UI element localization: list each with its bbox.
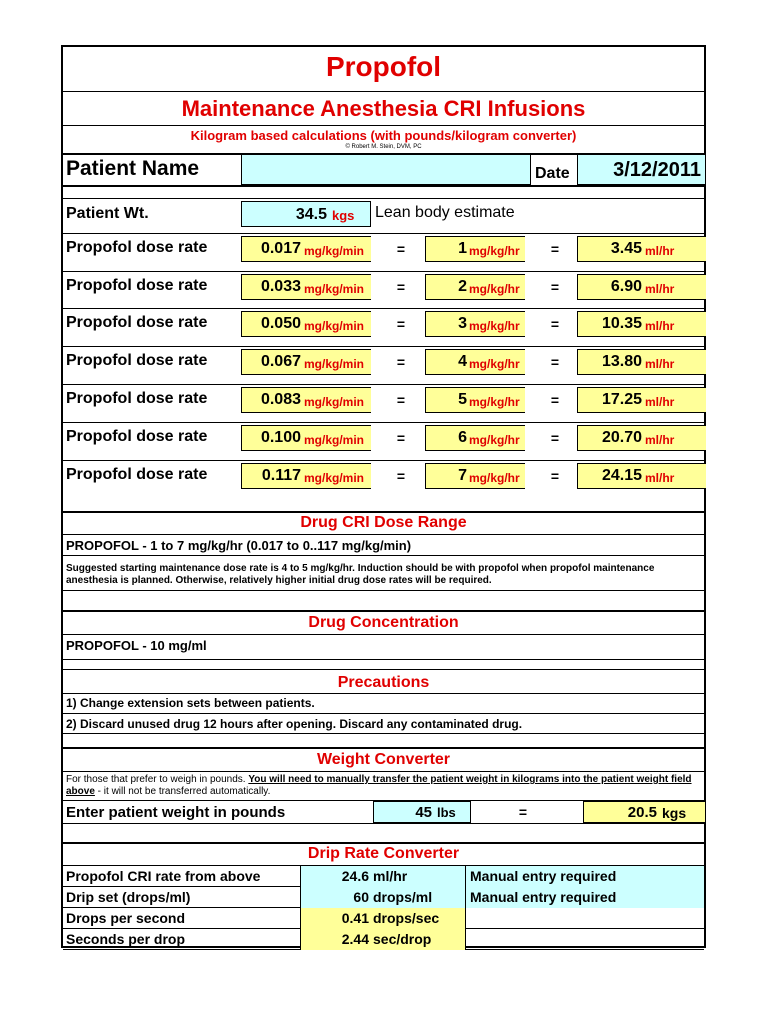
- precaution-item-1: 1) Change extension sets between patients.: [66, 696, 315, 710]
- dose-mgkgmin-field: [241, 311, 371, 337]
- drip-row-note-cell: [466, 887, 704, 908]
- drip-row-note: Manual entry required: [470, 889, 617, 905]
- dose-mlhr-field: [577, 387, 706, 413]
- drip-row-value: 2.44: [341, 931, 369, 947]
- dose-range-line: PROPOFOL - 1 to 7 mg/kg/hr (0.017 to 0..117 mg/kg/min): [66, 538, 412, 553]
- dose-equals-2: =: [550, 392, 560, 408]
- dose-mlhr-value: 10.35: [601, 315, 642, 332]
- dose-mgkgmin-value: 0.067: [260, 353, 301, 370]
- spreadsheet: [61, 45, 706, 948]
- precaution-item-2: 2) Discard unused drug 12 hours after opening. Discard any contaminated drug.: [66, 717, 523, 731]
- dose-row-label: Propofol dose rate: [66, 466, 208, 483]
- dose-mgkgmin-value: 0.033: [260, 278, 301, 295]
- dose-equals-2: =: [550, 468, 560, 484]
- dose-equals: =: [396, 430, 406, 446]
- dose-mlhr-unit: ml/hr: [645, 244, 675, 258]
- drip-row-note-cell: [466, 929, 704, 950]
- concentration-line: PROPOFOL - 10 mg/ml: [66, 638, 207, 653]
- dose-row-label: Propofol dose rate: [66, 277, 208, 294]
- date-input[interactable]: 3/12/2011: [577, 154, 706, 185]
- dose-mgkgmin-unit: mg/kg/min: [304, 471, 365, 485]
- dose-mgkghr-unit: mg/kg/hr: [469, 433, 520, 447]
- patient-weight-unit: kgs: [332, 208, 355, 223]
- dose-mgkghr-unit: mg/kg/hr: [469, 395, 520, 409]
- dose-mgkghr-value: 5: [458, 391, 467, 408]
- kgs-result-field: [583, 801, 706, 823]
- dose-mlhr-value: 24.15: [601, 467, 642, 484]
- weight-equals: =: [518, 804, 528, 820]
- concentration-title: Drug Concentration: [308, 614, 459, 631]
- copyright: © Robert M. Stein, DVM, PC: [345, 144, 422, 150]
- dose-mgkgmin-field: [241, 387, 371, 413]
- dose-equals-2: =: [550, 279, 560, 295]
- pounds-unit: lbs: [437, 805, 456, 820]
- dose-mgkghr-unit: mg/kg/hr: [469, 471, 520, 485]
- weight-note-plain: For those that prefer to weigh in pounds.: [66, 774, 249, 785]
- drip-row-unit: drops/sec: [373, 910, 440, 926]
- dose-range-title: Drug CRI Dose Range: [300, 514, 467, 531]
- dose-mgkghr-value: 3: [458, 315, 467, 332]
- drip-row-note-cell: [466, 908, 704, 929]
- dose-mgkghr-field: [425, 425, 525, 451]
- dose-mgkghr-value: 7: [458, 467, 467, 484]
- kgs-result: 20.5: [627, 804, 657, 821]
- pounds-input: 45: [415, 804, 432, 821]
- drip-row-label-cell: [63, 908, 301, 929]
- dose-mgkghr-unit: mg/kg/hr: [469, 282, 520, 296]
- dose-mlhr-value: 3.45: [610, 240, 642, 257]
- dose-mgkgmin-unit: mg/kg/min: [304, 357, 365, 371]
- drip-row-label-cell: [63, 866, 301, 887]
- dose-mgkghr-field: [425, 463, 525, 489]
- dose-row-label: Propofol dose rate: [66, 239, 208, 256]
- dose-mgkgmin-unit: mg/kg/min: [304, 395, 365, 409]
- patient-weight-field[interactable]: [241, 201, 371, 227]
- dose-mgkghr-value: 4: [458, 353, 467, 370]
- dose-mgkghr-unit: mg/kg/hr: [469, 244, 520, 258]
- drip-row-value: 60: [353, 889, 369, 905]
- drip-row-value: 0.41: [341, 910, 369, 926]
- dose-mgkgmin-value: 0.117: [261, 467, 301, 484]
- dose-mgkghr-value: 6: [458, 429, 467, 446]
- drip-row-label-cell: [63, 929, 301, 950]
- patient-weight-input: 34.5: [295, 206, 327, 223]
- drip-converter-title: Drip Rate Converter: [307, 845, 460, 862]
- dose-mgkgmin-field: [241, 274, 371, 300]
- dose-mgkgmin-unit: mg/kg/min: [304, 244, 365, 258]
- dose-equals: =: [396, 241, 406, 257]
- drip-row-unit: ml/hr: [373, 868, 408, 884]
- page-subtitle: Maintenance Anesthesia CRI Infusions: [181, 96, 586, 121]
- drip-row-unit: drops/ml: [373, 889, 433, 905]
- dose-row-label: Propofol dose rate: [66, 352, 208, 369]
- drip-row-label: Propofol CRI rate from above: [66, 868, 261, 884]
- patient-name-input[interactable]: [241, 154, 531, 185]
- dose-mlhr-unit: ml/hr: [645, 357, 675, 371]
- drip-row-label: Seconds per drop: [66, 931, 186, 947]
- dose-mgkghr-field: [425, 311, 525, 337]
- dose-mgkgmin-unit: mg/kg/min: [304, 282, 365, 296]
- dose-mgkghr-value: 1: [458, 240, 467, 257]
- dose-mgkgmin-value: 0.017: [260, 240, 301, 257]
- dose-mlhr-value: 20.70: [601, 429, 642, 446]
- dose-mlhr-field: [577, 349, 706, 375]
- dose-mgkghr-field: [425, 236, 525, 262]
- weight-note-tail: - it will not be transferred automatically.: [94, 786, 271, 797]
- dose-mlhr-value: 13.80: [601, 353, 642, 370]
- drip-row-label: Drops per second: [66, 910, 186, 926]
- precautions-title: Precautions: [337, 674, 430, 691]
- dose-mlhr-value: 17.25: [601, 391, 642, 408]
- dose-mlhr-unit: ml/hr: [645, 282, 675, 296]
- date-label: Date: [535, 165, 570, 182]
- drip-row-label: Drip set (drops/ml): [66, 889, 191, 905]
- dose-row-label: Propofol dose rate: [66, 390, 208, 407]
- dose-mgkgmin-value: 0.083: [260, 391, 301, 408]
- drip-row-unit: sec/drop: [373, 931, 432, 947]
- dose-equals: =: [396, 354, 406, 370]
- dose-range-note: Suggested starting maintenance dose rate is 4 to 5 mg/kg/hr. Induction should be with propofol when propofol maintenance anesthesia is planned. Otherwise, relatively higher initial drug dose rates will be required.: [66, 563, 655, 586]
- pounds-label: Enter patient weight in pounds: [66, 804, 286, 821]
- dose-equals: =: [396, 316, 406, 332]
- drip-row-value-cell: [301, 929, 466, 950]
- page-title: Propofol: [325, 51, 442, 82]
- dose-mgkghr-field: [425, 274, 525, 300]
- patient-name-label: Patient Name: [66, 157, 200, 180]
- dose-mgkgmin-unit: mg/kg/min: [304, 433, 365, 447]
- dose-mgkgmin-value: 0.050: [260, 315, 301, 332]
- dose-mgkghr-unit: mg/kg/hr: [469, 319, 520, 333]
- dose-mlhr-field: [577, 236, 706, 262]
- dose-mlhr-field: [577, 274, 706, 300]
- dose-mlhr-field: [577, 425, 706, 451]
- patient-weight-label: Patient Wt.: [66, 205, 149, 222]
- drip-row-value-cell[interactable]: [301, 887, 466, 908]
- dose-mgkghr-value: 2: [458, 278, 467, 295]
- weight-converter-title: Weight Converter: [316, 751, 451, 768]
- pounds-field[interactable]: [373, 801, 471, 823]
- dose-mgkgmin-field: [241, 425, 371, 451]
- dose-equals: =: [396, 279, 406, 295]
- dose-equals-2: =: [550, 241, 560, 257]
- dose-mlhr-field: [577, 463, 706, 489]
- dose-mlhr-value: 6.90: [610, 278, 642, 295]
- dose-equals-2: =: [550, 354, 560, 370]
- lean-body-note: Lean body estimate: [375, 204, 515, 221]
- dose-mgkgmin-value: 0.100: [260, 429, 301, 446]
- dose-mgkghr-field: [425, 387, 525, 413]
- dose-mlhr-unit: ml/hr: [645, 319, 675, 333]
- page-subtitle-2: Kilogram based calculations (with pounds/kilogram converter): [190, 128, 577, 143]
- dose-row-label: Propofol dose rate: [66, 314, 208, 331]
- weight-converter-note: [66, 774, 702, 798]
- dose-equals: =: [396, 392, 406, 408]
- dose-row-label: Propofol dose rate: [66, 428, 208, 445]
- drip-row-note-cell: [466, 866, 704, 887]
- dose-mgkghr-unit: mg/kg/hr: [469, 357, 520, 371]
- dose-mgkgmin-unit: mg/kg/min: [304, 319, 365, 333]
- drip-row-value: 24.6: [341, 868, 369, 884]
- dose-equals-2: =: [550, 316, 560, 332]
- dose-mgkgmin-field: [241, 236, 371, 262]
- weight-note-underlined: You will need to manually transfer the patient weight in kilograms into the patient weight field above: [66, 774, 692, 797]
- kgs-result-unit: kgs: [662, 805, 687, 821]
- dose-equals-2: =: [550, 430, 560, 446]
- drip-row-value-cell[interactable]: [301, 866, 466, 887]
- dose-mlhr-unit: ml/hr: [645, 395, 675, 409]
- dose-mlhr-unit: ml/hr: [645, 433, 675, 447]
- dose-mgkghr-field: [425, 349, 525, 375]
- drip-row-note: Manual entry required: [470, 868, 617, 884]
- dose-mgkgmin-field: [241, 349, 371, 375]
- drip-row-label-cell: [63, 887, 301, 908]
- dose-mlhr-unit: ml/hr: [645, 471, 675, 485]
- dose-equals: =: [396, 468, 406, 484]
- dose-mgkgmin-field: [241, 463, 371, 489]
- drip-row-value-cell: [301, 908, 466, 929]
- dose-mlhr-field: [577, 311, 706, 337]
